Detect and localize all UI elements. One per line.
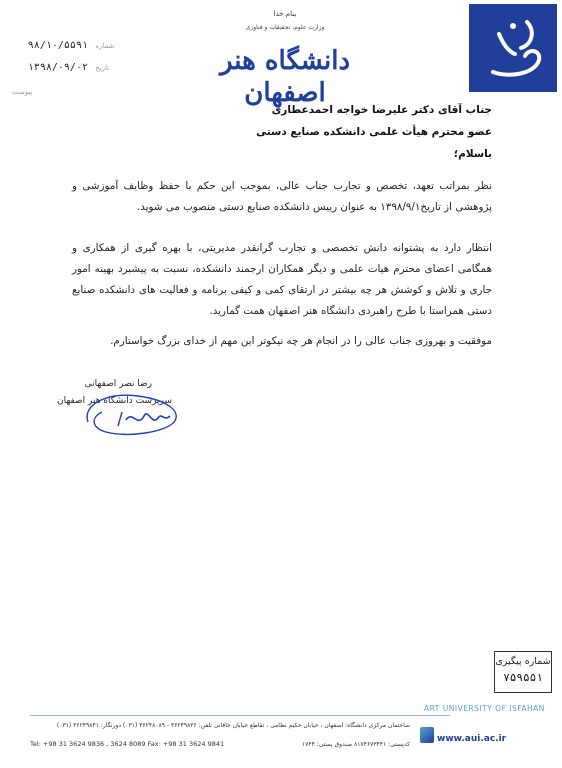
footer-logo-icon xyxy=(420,727,434,743)
letter-date xyxy=(8,62,109,73)
letter-attachment xyxy=(8,86,32,97)
footer-website-link[interactable]: www.aui.ac.ir xyxy=(437,734,507,744)
tracking-number-box xyxy=(494,651,552,693)
tracking-value: ۷۵۹۵۵۱ xyxy=(503,671,543,684)
body-paragraph-2: انتظار دارد به پشتوانه دانش تخصصی و تجارب گرانقدر مدیریتی، با بهره گیری از همکاری و همگامی اعضای محترم هیات علمی و دیگر همکاران ارجمند دانشکده، نسبت به پیشبرد بهینه امور جاری و تلاش و کوشش هر چه بیشتر در ارتقای کمی و کیفی برنامه و فعالیت های دانشکده صنایع دستی همراستا با طرح راهبردی دانشگاه هنر اصفهان همت گمارید. xyxy=(72,242,492,317)
signatory-name: رضا نصر اصفهانی xyxy=(84,379,152,389)
addressee-position: عضو محترم هیأت علمی دانشکده صنایع دستی xyxy=(256,126,492,138)
tracking-label: شماره پیگیری xyxy=(495,656,551,667)
letter-number xyxy=(8,40,114,51)
footer-divider xyxy=(30,715,450,716)
footer-university-en: ART UNIVERSITY OF ISFAHAN xyxy=(424,704,545,713)
university-logo xyxy=(469,4,557,92)
ministry-name: وزارت علوم، تحقیقات و فناوری xyxy=(245,24,325,31)
signature-icon xyxy=(78,382,188,442)
footer-postal-fa: کدپستی: ۸۱۷۴۶۷۳۴۴۱ صندوق پستی: ۱۷۴۴ xyxy=(301,741,410,748)
footer-phones-en: Tel: +98 31 3624 9836 , 3624 8089 Fax: +98 31 3624 9841 xyxy=(30,740,225,748)
university-title: دانشگاه هنر اصفهان xyxy=(219,46,351,108)
salutation: باسلام؛ xyxy=(453,148,492,160)
body-paragraph-1: نظر بمراتب تعهد، تخصص و تجارب جناب عالی، بموجب این حکم با حفظ وظایف آموزشی و پژوهشی از تاریخ۱۳۹۸/۹/۱ به عنوان رییس دانشکده صنایع دستی منصوب می شوید. xyxy=(72,180,492,213)
letter-date-value: ۱۳۹۸/۰۹/۰۲ xyxy=(27,62,88,73)
letter-number-value: ۹۸/۱۰/۵۵۹۱ xyxy=(27,40,88,51)
letter-date-label: تاریخ xyxy=(95,64,110,72)
letter-number-label: شماره xyxy=(95,42,115,50)
addressee-name: جناب آقای دکتر علیرضا خواجه احمدعطاری xyxy=(271,104,492,116)
logo-mark-icon xyxy=(469,4,557,92)
attachment-label: پیوست xyxy=(12,88,33,96)
body-paragraph-3: موفقیت و بهروزی جناب عالی را در انجام هر چه نیکوتر این مهم از خدای بزرگ خواستارم. xyxy=(110,335,492,347)
signatory-title: سرپرست دانشگاه هنر اصفهان xyxy=(56,396,172,406)
bismillah: بنام خدا xyxy=(273,10,297,18)
footer-address-fa: ساختمان مرکزی دانشگاه: اصفهان ، خیابان حکیم نظامی ، تقاطع خیابان خاقانی تلفن: ۳۶۲۴۹۸۳۶ - ۳۶۲۴۸۰۸۹ (۰۳۱) دورنگار: ۳۶۲۴۹۸۴۱ (۰۳۱) xyxy=(56,722,410,729)
